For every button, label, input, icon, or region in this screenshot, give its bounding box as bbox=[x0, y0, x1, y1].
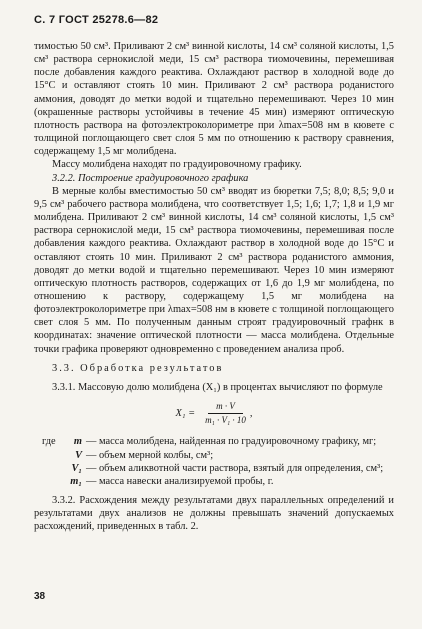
formula-fraction bbox=[201, 400, 250, 427]
subsection-heading-calibration: 3.2.2. Построение градуировочного графика bbox=[52, 172, 249, 184]
body-text bbox=[34, 40, 394, 533]
page-header: С. 7 ГОСТ 25278.6—82 bbox=[34, 14, 159, 26]
legend-prefix bbox=[42, 475, 64, 488]
legend-row bbox=[42, 475, 394, 488]
paragraph-continuation: тимостью 50 см³. Приливают 2 см³ винной кислоты, 14 см³ соляной кислоты, 1,5 см³ раствора сернокислой меди, 15 см³ раствора тиомочевины, перемешивая после добавления каждого реактива. Охлаждают раствор в холодной воде до 15°С и оставляют стоять 10 мин. Приливают 2 см³ раствора роданистого аммония, доводят до метки водой и тщательно перемешивают. Через 10 мин (окрашенные растворы устойчивы в течение 45 мин) измеряют оптическую плотность раствора на фотоэлектроколориметре при λmax=508 нм в кювете с толщиной поглощающего свет слоя 5 мм по отношению к раствору сравнения, содержащему 1,5 мг молибдена. bbox=[34, 41, 394, 158]
legend-symbol: m₁ bbox=[70, 475, 82, 487]
legend-row bbox=[42, 435, 394, 448]
legend-symbol: V₁ bbox=[71, 462, 82, 474]
section-heading-results: 3.3. Обработка результатов bbox=[52, 362, 224, 374]
legend-text: — объем аликвотной части раствора, взятый для определения, см³; bbox=[86, 462, 384, 474]
legend-text: — объем мерной колбы, см³; bbox=[86, 449, 214, 461]
legend-prefix: где bbox=[42, 436, 56, 448]
legend-row bbox=[42, 462, 394, 475]
paragraph-calibration: В мерные колбы вместимостью 50 см³ вводят из бюретки 7,5; 8,0; 8,5; 9,0 и 9,5 см³ рабочего раствора молибдена, что соответствует 1,5; 1,6; 1,7; 1,8 и 1,9 мг молибдена. Приливают 2 см³ винной кислоты, 14 см³ соляной кислоты, 1,5 см³ раствора сернокислой меди, 15 см³ раствора тиомочевины, перемешивая после добавления каждого реактива. Охлаждают раствор в холодной воде до 15°С и оставляют стоять 10 мин. Приливают 2 см³ раствора роданистого аммония, доводят до метки водой и тщательно перемешивают. Через 10 мин измеряют оптическую плотность растворов, содержащих от 1,6 до 1,9 мг молибдена, по отношению к раствору, содержащему 1,5 мг молибдена на фотоэлектроколориметре при λmax=508 нм в кювете с толщиной поглощающего свет слоя 5 мм. По полученным данным строят градуировочный графнк в координатах: значение оптической плотности — масса молибдена. Отдельные точки графика проверяют одновременно с проведением анализа проб. bbox=[34, 185, 394, 355]
legend-symbol: V bbox=[75, 449, 82, 461]
legend-symbol: m bbox=[73, 436, 82, 448]
paragraph-mass-note: Массу молибдена находят по градуировочному графику. bbox=[52, 159, 302, 171]
formula-tail: , bbox=[249, 408, 253, 420]
legend-text: — масса молибдена, найденная по градуировочному графику, мг; bbox=[86, 436, 377, 448]
legend-text: — масса навески анализируемой пробы, г. bbox=[86, 475, 274, 487]
formula-denominator: m₁ · V₁ · 10 bbox=[205, 415, 246, 426]
legend-prefix bbox=[42, 462, 64, 475]
formula bbox=[34, 400, 394, 427]
legend-prefix bbox=[42, 449, 64, 462]
page-number: 38 bbox=[34, 591, 46, 602]
formula-numerator: m · V bbox=[208, 400, 243, 414]
paragraph-formula-intro: 3.3.1. Массовую долю молибдена (X₁) в процентах вычисляют по формуле bbox=[52, 381, 383, 393]
paragraph-discrepancies: 3.3.2. Расхождения между результатами двух параллельных определений и результатами двух анализов не должны превышать значений допускаемых расхождений, приведенных в табл. 2. bbox=[34, 495, 394, 533]
formula-lhs: X₁ = bbox=[175, 408, 196, 420]
legend-row bbox=[42, 449, 394, 462]
formula-legend bbox=[42, 435, 394, 488]
